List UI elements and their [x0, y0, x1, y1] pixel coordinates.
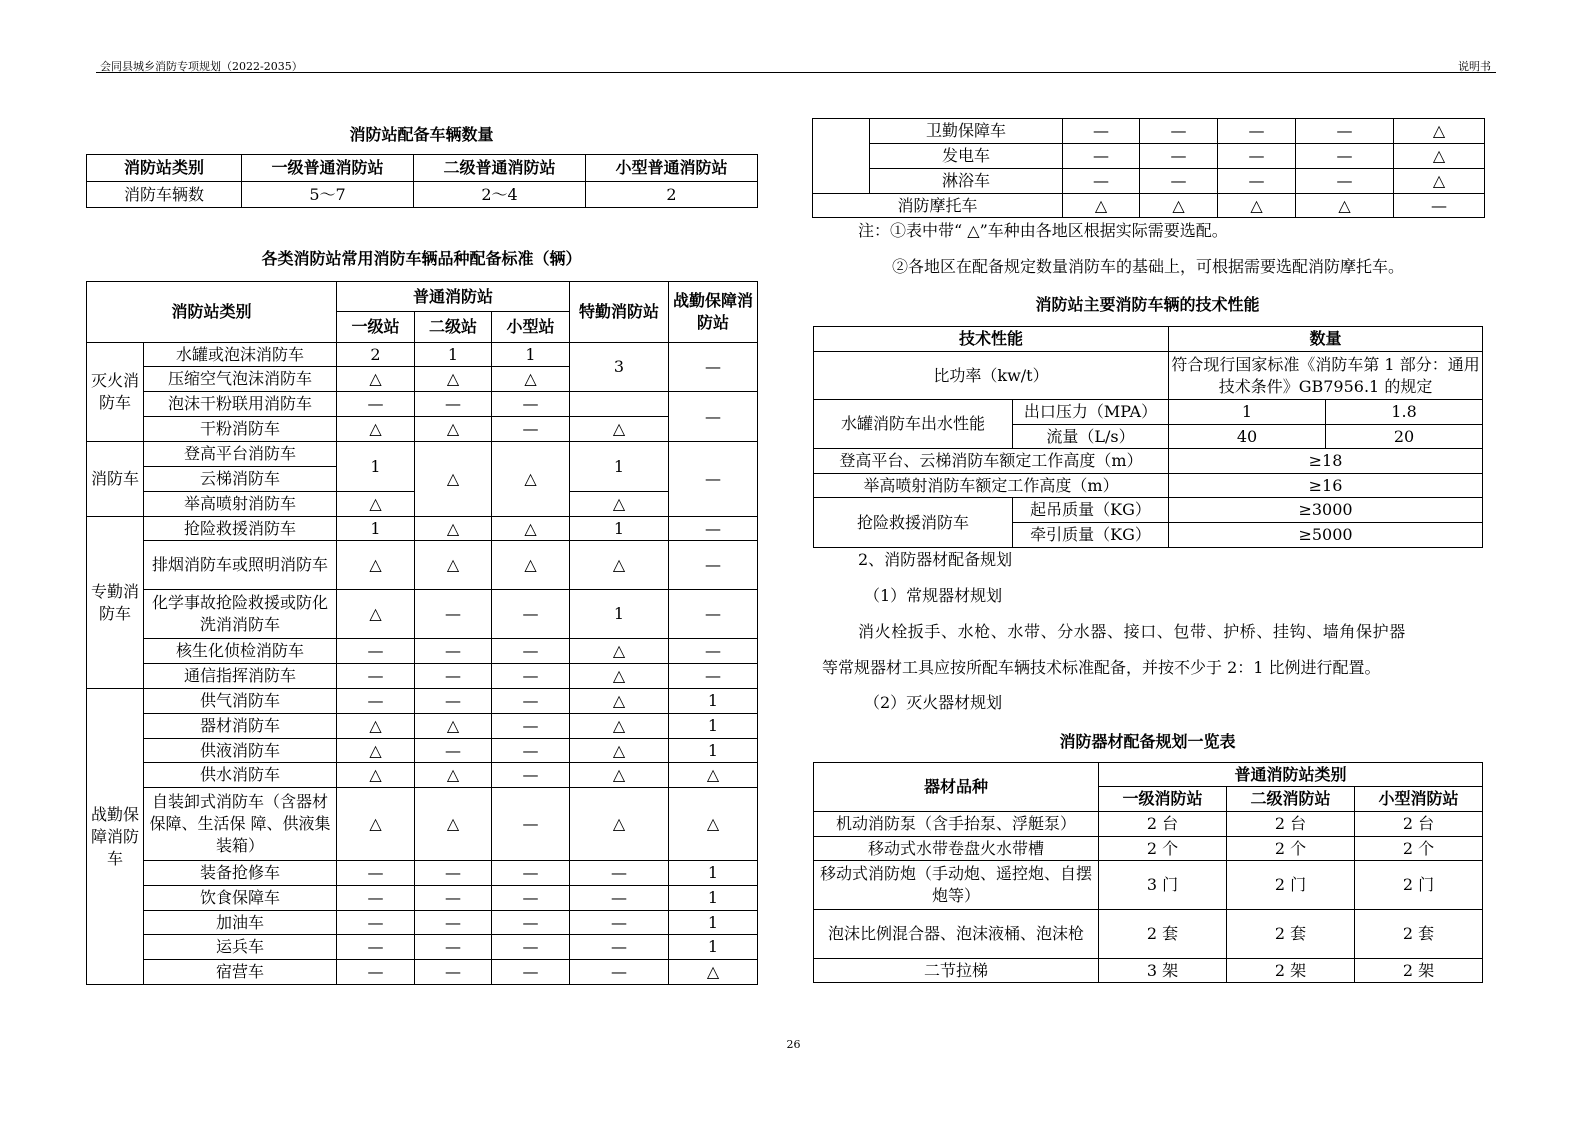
group-logistics: 战勤保障消防车 — [87, 689, 144, 985]
cell-value: 3 架 — [1099, 959, 1227, 983]
cell-value: 2 个 — [1355, 837, 1483, 861]
cell-value: — — [415, 689, 492, 714]
cell-value: 2 个 — [1227, 837, 1355, 861]
col-head-common: 普通消防站类别 — [1099, 763, 1483, 787]
cell-value: 2 门 — [1227, 861, 1355, 910]
vehicle-name: 消防摩托车 — [813, 194, 1063, 218]
cell-value: — — [1063, 119, 1140, 144]
cell-value: △ — [337, 739, 415, 763]
cell-value: — — [337, 935, 415, 960]
cell-value: △ — [570, 639, 669, 664]
cell-value: △ — [337, 367, 415, 392]
cell-value: — — [415, 739, 492, 763]
cell-value: 2 架 — [1227, 959, 1355, 983]
item-name: 机动消防泵（含手抬泵、浮艇泵） — [814, 812, 1099, 837]
cell-value: 1 — [570, 590, 669, 639]
cell-value: — — [415, 935, 492, 960]
vehicle-name: 核生化侦检消防车 — [144, 639, 337, 664]
cell-value: — — [337, 960, 415, 985]
vehicle-name: 卫勤保障车 — [870, 119, 1063, 144]
equipment-table — [813, 762, 1483, 983]
vehicle-count-table — [86, 154, 758, 208]
cell-value: 1 — [669, 739, 758, 763]
cell-value: 1 — [337, 442, 415, 492]
cell-value: 1 — [669, 911, 758, 935]
cell-value: △ — [570, 492, 669, 517]
item-name: 移动式水带卷盘火水带槽 — [814, 837, 1099, 861]
vehicle-name: 压缩空气泡沫消防车 — [144, 367, 337, 392]
cell-value: △ — [570, 788, 669, 861]
cell-value: 2 台 — [1355, 812, 1483, 837]
cell-value: △ — [669, 788, 758, 861]
cell-value: △ — [415, 367, 492, 392]
cell-value: △ — [570, 541, 669, 590]
cell-value: — — [492, 960, 570, 985]
cell-value: △ — [570, 739, 669, 763]
vehicle-name: 饮食保障车 — [144, 886, 337, 911]
vehicle-name: 器材消防车 — [144, 714, 337, 739]
vehicle-name: 供气消防车 — [144, 689, 337, 714]
vehicle-standard-table-continued — [812, 118, 1485, 218]
cell-value: — — [570, 886, 669, 911]
cell-value: — — [492, 886, 570, 911]
spec-value: ≥5000 — [1169, 523, 1483, 548]
cell-value: △ — [570, 664, 669, 689]
cell-value: — — [669, 541, 758, 590]
cell-value: 1 — [669, 861, 758, 886]
cell-value: △ — [1394, 169, 1485, 194]
cell-value: △ — [415, 417, 492, 442]
vehicle-name: 加油车 — [144, 911, 337, 935]
cell-value: 2 套 — [1227, 910, 1355, 959]
note-2: ②各地区在配备规定数量消防车的基础上，可根据需要选配消防摩托车。 — [892, 257, 1405, 276]
cell-value — [570, 392, 669, 417]
body-paragraph: 等常规器材工具应按所配车辆技术标准配备，并按不少于 2：1 比例进行配置。 — [822, 658, 1381, 677]
spec-value: 1 — [1169, 400, 1326, 425]
vehicle-name: 水罐或泡沫消防车 — [144, 343, 337, 367]
vehicle-name: 淋浴车 — [870, 169, 1063, 194]
cell-value: 1 — [570, 442, 669, 492]
cell-value: — — [492, 417, 570, 442]
vehicle-name: 运兵车 — [144, 935, 337, 960]
cell-value: — — [492, 689, 570, 714]
table1-head: 消防站类别 — [87, 155, 242, 182]
cell-value: — — [669, 590, 758, 639]
body-paragraph: 消火栓扳手、水枪、水带、分水器、接口、包带、护桥、挂钩、墙角保护器 — [858, 622, 1406, 641]
vehicle-name: 发电车 — [870, 144, 1063, 169]
subsection-heading: （2）灭火器材规划 — [864, 693, 1003, 712]
vehicle-name: 供水消防车 — [144, 763, 337, 788]
table1-cell: 消防车辆数 — [87, 182, 242, 208]
table1-head: 二级普通消防站 — [414, 155, 586, 182]
cell-value: — — [1140, 169, 1218, 194]
cell-value: 2 个 — [1099, 837, 1227, 861]
vehicle-name: 宿营车 — [144, 960, 337, 985]
spec-name: 登高平台、云梯消防车额定工作高度（m） — [814, 449, 1169, 474]
cell-value: △ — [415, 714, 492, 739]
cell-value: — — [337, 689, 415, 714]
col-head-level1: 一级消防站 — [1099, 787, 1227, 812]
subsection-heading: （1）常规器材规划 — [864, 586, 1003, 605]
spec-value: 1.8 — [1326, 400, 1483, 425]
cell-value: △ — [337, 714, 415, 739]
vehicle-name: 化学事故抢险救援或防化洗消消防车 — [144, 590, 337, 639]
cell-value: △ — [337, 763, 415, 788]
cell-value: — — [492, 935, 570, 960]
group-firefighting: 灭火消防车 — [87, 343, 144, 442]
col-head-support: 战勤保障消防站 — [669, 282, 758, 343]
spec-name: 比功率（kw/t） — [814, 352, 1169, 400]
col-head-tech: 技术性能 — [814, 327, 1169, 352]
spec-value: 20 — [1326, 425, 1483, 449]
cell-value: △ — [1296, 194, 1394, 218]
cell-value: — — [669, 664, 758, 689]
spec-value: ≥18 — [1169, 449, 1483, 474]
cell-value: △ — [570, 714, 669, 739]
cell-value: 1 — [669, 886, 758, 911]
cell-value: — — [337, 886, 415, 911]
vehicle-name: 泡沫干粉联用消防车 — [144, 392, 337, 417]
col-head-common: 普通消防站 — [337, 282, 570, 312]
cell-value: — — [337, 664, 415, 689]
cell-value: — — [1063, 169, 1140, 194]
cell-value: 2 套 — [1355, 910, 1483, 959]
cell-value: 1 — [669, 935, 758, 960]
cell-value: 2 门 — [1355, 861, 1483, 910]
cell-value: — — [415, 960, 492, 985]
cell-value: 1 — [669, 714, 758, 739]
table1-title: 消防站配备车辆数量 — [349, 125, 494, 144]
cell-value: 3 门 — [1099, 861, 1227, 910]
vehicle-name: 云梯消防车 — [144, 467, 337, 492]
cell-value: △ — [415, 788, 492, 861]
cell-value: — — [570, 861, 669, 886]
tech-performance-table — [813, 326, 1483, 548]
col-head-small: 小型消防站 — [1355, 787, 1483, 812]
cell-value: △ — [1140, 194, 1218, 218]
cell-value: — — [492, 392, 570, 417]
col-head-level1: 一级站 — [337, 312, 415, 343]
cell-value: — — [1218, 144, 1296, 169]
table1-cell: 2 — [586, 182, 758, 208]
cell-value: △ — [1394, 144, 1485, 169]
cell-value: 1 — [669, 689, 758, 714]
col-head-item: 器材品种 — [814, 763, 1099, 812]
group-special-service: 专勤消防车 — [87, 517, 144, 689]
cell-value: △ — [1063, 194, 1140, 218]
table4-title: 消防器材配备规划一览表 — [1059, 732, 1236, 751]
col-head-category: 消防站类别 — [87, 282, 337, 343]
cell-value: 2 架 — [1355, 959, 1483, 983]
spec-name: 举高喷射消防车额定工作高度（m） — [814, 474, 1169, 498]
cell-value: — — [570, 911, 669, 935]
cell-value: △ — [1394, 119, 1485, 144]
cell-value: △ — [492, 367, 570, 392]
header-right: 说明书 — [1458, 60, 1491, 73]
cell-value: — — [1296, 119, 1394, 144]
col-head-special: 特勤消防站 — [570, 282, 669, 343]
cell-value: △ — [337, 590, 415, 639]
spec-value: 符合现行国家标准《消防车第 1 部分：通用技术条件》GB7956.1 的规定 — [1169, 352, 1483, 400]
table1-cell: 2～4 — [414, 182, 586, 208]
cell-value: △ — [337, 541, 415, 590]
cell-value: — — [415, 590, 492, 639]
cell-value: — — [415, 886, 492, 911]
cell-value: 1 — [415, 343, 492, 367]
cell-value: — — [492, 664, 570, 689]
spec-name: 水罐消防车出水性能 — [814, 400, 1013, 449]
cell-value: — — [669, 343, 758, 392]
cell-value: — — [669, 442, 758, 517]
cell-value: — — [415, 392, 492, 417]
spec-value: ≥16 — [1169, 474, 1483, 498]
item-name: 泡沫比例混合器、泡沫液桶、泡沫枪 — [814, 910, 1099, 959]
cell-value: — — [492, 763, 570, 788]
cell-value: △ — [415, 442, 492, 517]
cell-value: 2 台 — [1227, 812, 1355, 837]
cell-value: △ — [669, 763, 758, 788]
table3-title: 消防站主要消防车辆的技术性能 — [1035, 295, 1260, 314]
cell-value: — — [492, 739, 570, 763]
table1-head: 小型普通消防站 — [586, 155, 758, 182]
item-name: 移动式消防炮（手动炮、遥控炮、自摆炮等） — [814, 861, 1099, 910]
cell-value: — — [1394, 194, 1485, 218]
cell-value: — — [492, 911, 570, 935]
cell-value: — — [1063, 144, 1140, 169]
col-head-level2: 二级消防站 — [1227, 787, 1355, 812]
cell-value: △ — [415, 517, 492, 541]
cell-value: — — [492, 590, 570, 639]
cell-value: — — [415, 861, 492, 886]
cell-value: 1 — [492, 343, 570, 367]
cell-value: — — [1218, 119, 1296, 144]
cell-value: △ — [669, 960, 758, 985]
cell-value: — — [1218, 169, 1296, 194]
cell-value: — — [337, 861, 415, 886]
page-number: 26 — [786, 1038, 801, 1051]
cell-value: — — [1296, 144, 1394, 169]
cell-value: △ — [1218, 194, 1296, 218]
cell-value: — — [492, 639, 570, 664]
col-head-small: 小型站 — [492, 312, 570, 343]
cell-value: — — [415, 639, 492, 664]
spec-name: 抢险救援消防车 — [814, 498, 1013, 548]
cell-value: 2 台 — [1099, 812, 1227, 837]
vehicle-name: 排烟消防车或照明消防车 — [144, 541, 337, 590]
cell-value: — — [1140, 119, 1218, 144]
section-heading: 2、消防器材配备规划 — [858, 550, 1013, 569]
table1-head: 一级普通消防站 — [242, 155, 414, 182]
cell-value: — — [669, 392, 758, 442]
header-rule — [96, 72, 1496, 73]
cell-value: 3 — [570, 343, 669, 392]
header-left: 会同县城乡消防专项规划（2022-2035） — [100, 60, 303, 73]
col-head-level2: 二级站 — [415, 312, 492, 343]
cell-value: 1 — [570, 517, 669, 541]
cell-value: — — [492, 788, 570, 861]
item-name: 二节拉梯 — [814, 959, 1099, 983]
vehicle-name: 登高平台消防车 — [144, 442, 337, 467]
cell-value: — — [415, 664, 492, 689]
cell-value: — — [669, 517, 758, 541]
cell-value: △ — [570, 763, 669, 788]
table1-cell: 5～7 — [242, 182, 414, 208]
vehicle-name: 抢险救援消防车 — [144, 517, 337, 541]
spec-name: 牵引质量（KG） — [1013, 523, 1169, 548]
spec-value: 40 — [1169, 425, 1326, 449]
cell-value: △ — [570, 689, 669, 714]
group-aerial: 消防车 — [87, 442, 144, 517]
vehicle-name: 自装卸式消防车（含器材保障、生活保 障、供液集装箱） — [144, 788, 337, 861]
spec-name: 起吊质量（KG） — [1013, 498, 1169, 523]
cell-value: — — [337, 911, 415, 935]
cell-value: — — [492, 714, 570, 739]
cell-value: — — [570, 960, 669, 985]
vehicle-name: 举高喷射消防车 — [144, 492, 337, 517]
spec-name: 出口压力（MPA） — [1013, 400, 1169, 425]
cell-value: △ — [492, 517, 570, 541]
vehicle-name: 干粉消防车 — [144, 417, 337, 442]
cell-value: △ — [492, 442, 570, 517]
group-logistics-cont — [813, 119, 870, 194]
cell-value: 2 套 — [1099, 910, 1227, 959]
cell-value: — — [415, 911, 492, 935]
cell-value: △ — [337, 417, 415, 442]
vehicle-standard-table — [86, 281, 758, 985]
cell-value: △ — [570, 417, 669, 442]
spec-value: ≥3000 — [1169, 498, 1483, 523]
vehicle-name: 装备抢修车 — [144, 861, 337, 886]
cell-value: — — [1296, 169, 1394, 194]
cell-value: 1 — [337, 517, 415, 541]
cell-value: △ — [492, 541, 570, 590]
vehicle-name: 供液消防车 — [144, 739, 337, 763]
note-1: 注：①表中带“ △”车种由各地区根据实际需要选配。 — [858, 221, 1228, 240]
spec-name: 流量（L/s） — [1013, 425, 1169, 449]
cell-value: — — [669, 639, 758, 664]
cell-value: — — [492, 861, 570, 886]
table2-title: 各类消防站常用消防车辆品种配备标准（辆） — [261, 249, 582, 268]
cell-value: — — [570, 935, 669, 960]
col-head-quantity: 数量 — [1169, 327, 1483, 352]
cell-value: 2 — [337, 343, 415, 367]
cell-value: △ — [337, 788, 415, 861]
cell-value: — — [337, 392, 415, 417]
cell-value: △ — [415, 763, 492, 788]
cell-value: — — [1140, 144, 1218, 169]
cell-value: △ — [415, 541, 492, 590]
cell-value: △ — [337, 492, 415, 517]
vehicle-name: 通信指挥消防车 — [144, 664, 337, 689]
cell-value: — — [337, 639, 415, 664]
